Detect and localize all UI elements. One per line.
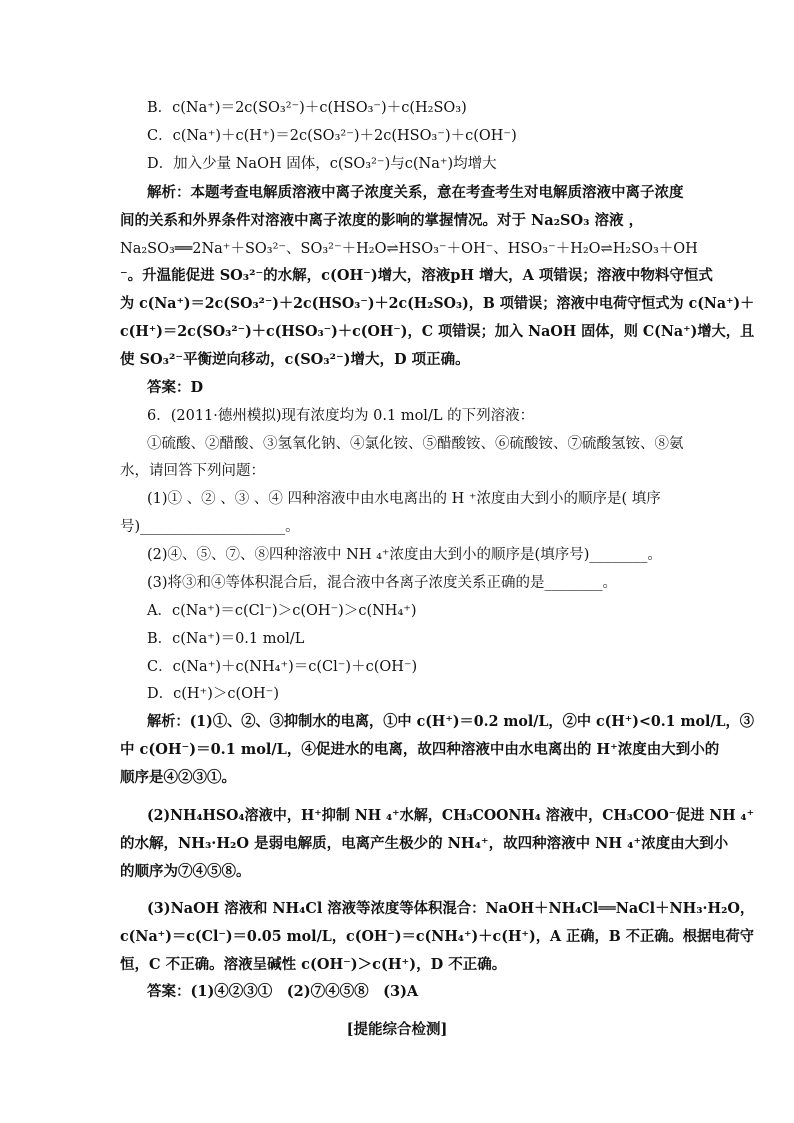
analysis-6-line-1: 解析：(1)①、②、③抑制水的电离，①中 c(H⁺)＝0.2 mol/L，②中 c(H⁺)<0.1 mol/L，③: [147, 713, 754, 730]
option-c-6: C．c(Na⁺)＋c(NH₄⁺)＝c(Cl⁻)＋c(OH⁻): [147, 659, 418, 675]
option-d-6: D．c(H⁺)＞c(OH⁻): [147, 686, 279, 702]
analysis-6-line-2: 中 c(OH⁻)＝0.1 mol/L，④促进水的电离，故四种溶液中由水电离出的 H⁺浓度由大到小的: [120, 741, 720, 758]
analysis-5-line-6: c(H⁺)＝2c(SO₃²⁻)＋c(HSO₃⁻)＋c(OH⁻)，C 项错误；加入 NaOH 固体，则 C(Na⁺)增大，且: [120, 323, 755, 340]
option-b-6: B．c(Na⁺)＝0.1 mol/L: [147, 631, 305, 647]
option-a-6: A．c(Na⁺)＝c(Cl⁻)＞c(OH⁻)＞c(NH₄⁺): [147, 603, 417, 619]
analysis-6-line-9: 恒，C 不正确。溶液呈碱性 c(OH⁻)＞c(H⁺)，D 不正确。: [120, 956, 507, 973]
analysis-6-line-5: 的水解，NH₃·H₂O 是弱电解质，电离产生极少的 NH₄⁺，故四种溶液中 NH ₄⁺浓度由大到小: [120, 835, 729, 852]
analysis-5-line-2: 间的关系和外界条件对溶液中离子浓度的影响的掌握情况。对于 Na₂SO₃ 溶液 ，: [120, 212, 644, 229]
question-6-part-3: (3)将③和④等体积混合后，混合液中各离子浓度关系正确的是________。: [147, 575, 618, 591]
question-6-stem: 6．(2011·德州模拟)现有浓度均为 0.1 mol/L 的下列溶液：: [147, 408, 535, 424]
option-c-5: C．c(Na⁺)＋c(H⁺)＝2c(SO₃²⁻)＋2c(HSO₃⁻)＋c(OH⁻): [147, 128, 517, 144]
option-b-5: B．c(Na⁺)＝2c(SO₃²⁻)＋c(HSO₃⁻)＋c(H₂SO₃): [147, 100, 467, 116]
analysis-6-line-7: (3)NaOH 溶液和 NH₄Cl 溶液等浓度等体积混合：NaOH＋NH₄Cl══NaCl＋NH₃·H₂O，: [147, 900, 755, 917]
analysis-5-line-4: ⁻。升温能促进 SO₃²⁻的水解，c(OH⁻)增大，溶液pH 增大，A 项错误；溶液中物料守恒式: [120, 267, 713, 284]
question-6-part-1-b: 号)____________________。: [120, 519, 300, 535]
analysis-6-line-3: 顺序是④②③①。: [120, 769, 236, 786]
question-6-part-2: (2)④、⑤、⑦、⑧四种溶液中 NH ₄⁺浓度由大到小的顺序是(填序号)________。: [147, 547, 662, 563]
analysis-5-line-5: 为 c(Na⁺)＝2c(SO₃²⁻)＋2c(HSO₃⁻)＋2c(H₂SO₃)，B 项错误；溶液中电荷守恒式为 c(Na⁺)＋: [120, 295, 755, 312]
option-d-5: D．加入少量 NaOH 固体，c(SO₃²⁻)与c(Na⁺)均增大: [147, 156, 497, 172]
analysis-5-line-1: 解析：本题考查电解质溶液中离子浓度关系，意在考查考生对电解质溶液中离子浓度: [147, 184, 684, 201]
question-6-part-1-a: (1)① 、② 、③ 、④ 四种溶液中由水电离出的 H ⁺浓度由大到小的顺序是( 填序: [147, 491, 661, 507]
question-6-solutions-2: 水，请回答下列问题：: [120, 463, 265, 479]
question-6-solutions-1: ①硫酸、②醋酸、③氢氧化钠、④氯化铵、⑤醋酸铵、⑥硫酸铵、⑦硫酸氢铵、⑧氨: [147, 436, 684, 452]
answer-5: 答案：D: [147, 379, 204, 396]
analysis-5-line-7: 使 SO₃²⁻平衡逆向移动，c(SO₃²⁻)增大，D 项正确。: [120, 351, 470, 368]
answer-6: 答案：(1)④②③① (2)⑦④⑤⑧ (3)A: [147, 983, 419, 1000]
analysis-6-line-8: c(Na⁺)＝c(Cl⁻)＝0.05 mol/L，c(OH⁻)＝c(NH₄⁺)＋c(H⁺)，A 正确，B 不正确。根据电荷守: [120, 928, 755, 945]
analysis-5-line-3: Na₂SO₃══2Na⁺＋SO₃²⁻、SO₃²⁻＋H₂O⇌HSO₃⁻＋OH⁻、HSO₃⁻＋H₂O⇌H₂SO₃＋OH: [120, 241, 698, 257]
analysis-6-line-4: (2)NH₄HSO₄溶液中，H⁺抑制 NH ₄⁺水解，CH₃COONH₄ 溶液中，CH₃COO⁻促进 NH ₄⁺: [147, 807, 755, 824]
section-heading: [提能综合检测]: [346, 1021, 448, 1038]
analysis-6-line-6: 的顺序为⑦④⑤⑧。: [120, 863, 251, 880]
